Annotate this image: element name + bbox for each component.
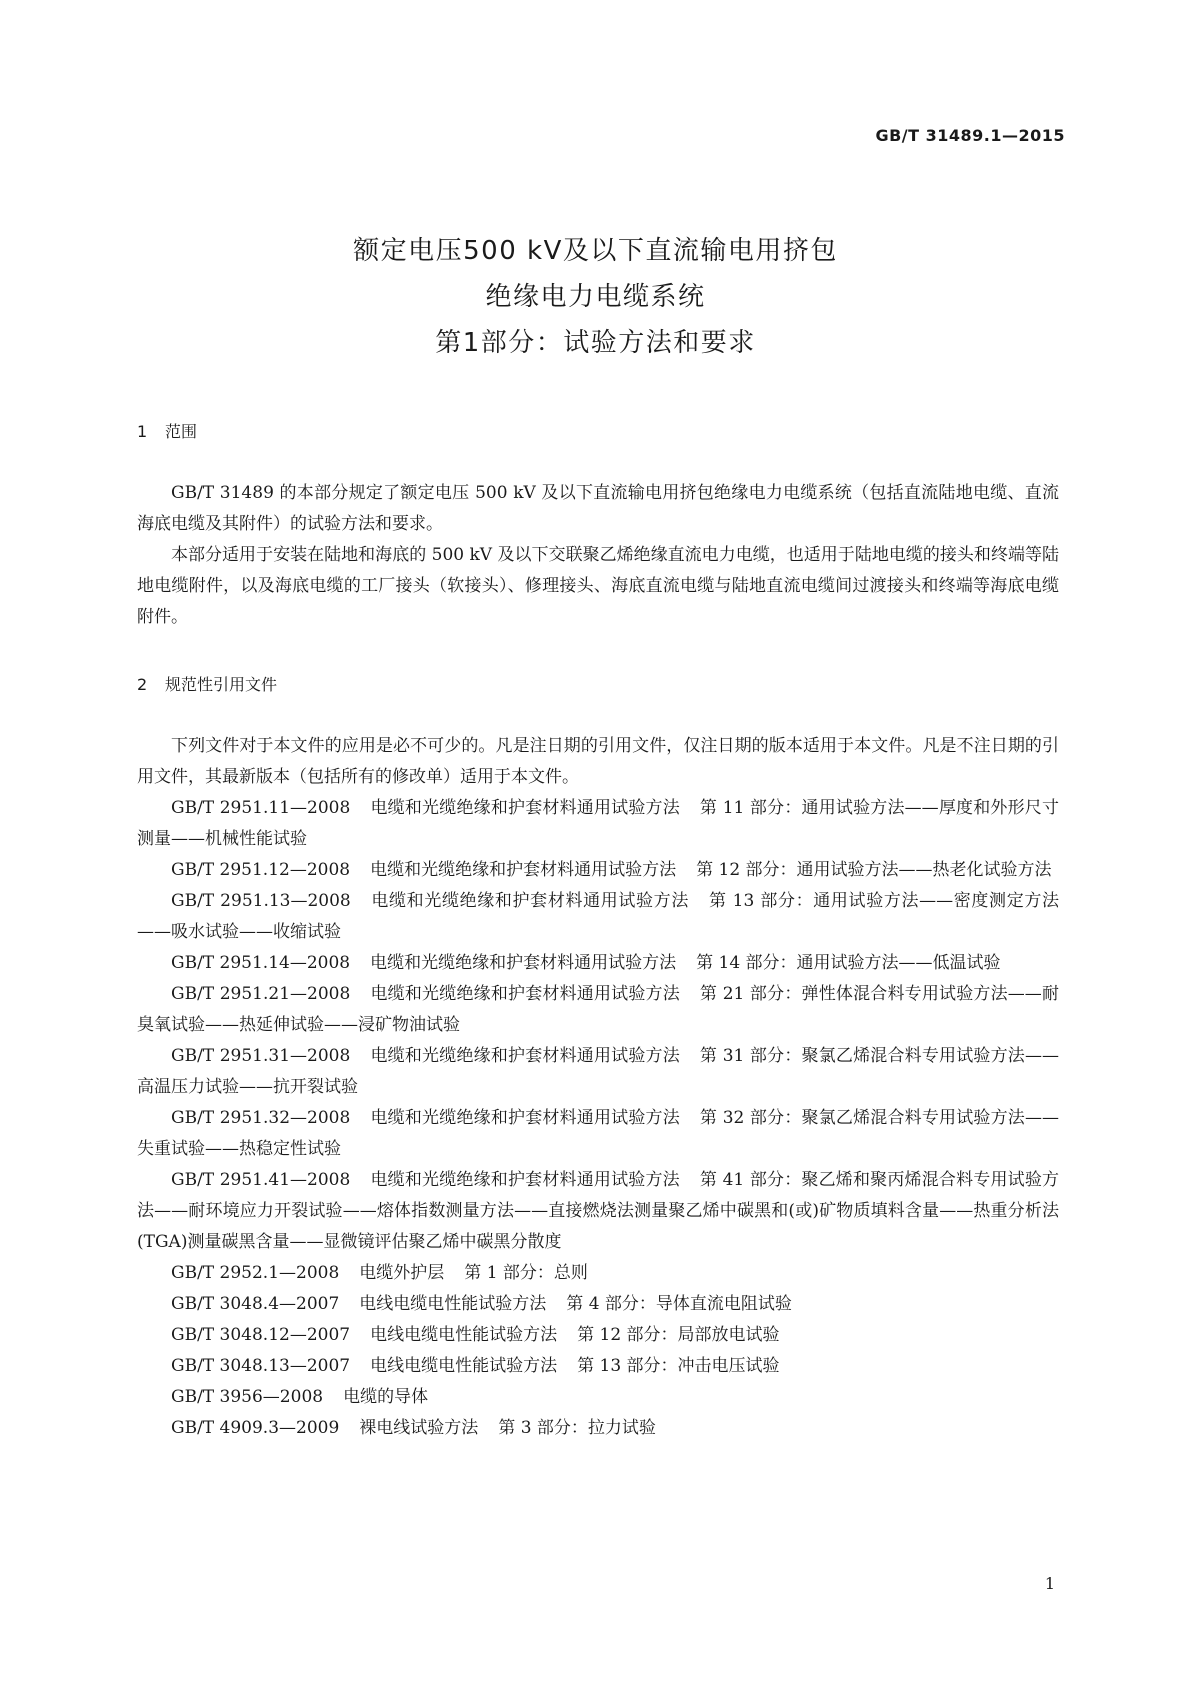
reference-subtitle: 第 3 部分：拉力试验 [498,1418,656,1438]
reference-title: 电缆和光缆绝缘和护套材料通用试验方法 [370,1046,680,1066]
reference-entry [137,1351,1059,1382]
reference-code: GB/T 3048.4—2007 [171,1294,340,1314]
section-heading-references [137,673,1059,697]
document-title [0,228,1191,366]
reference-title: 电线电缆电性能试验方法 [370,1356,558,1376]
reference-subtitle: 第 11 部分：通用试验方法——厚度和外形尺寸测量——机械性能试验 [137,798,1059,849]
document-body [137,420,1059,1444]
section-title: 范围 [165,422,198,441]
reference-subtitle: 第 21 部分：弹性体混合料专用试验方法——耐臭氧试验——热延伸试验——浸矿物油试验 [137,984,1059,1035]
reference-entry [137,1289,1059,1320]
reference-title: 电缆外护层 [359,1263,445,1283]
reference-code: GB/T 2951.31—2008 [171,1046,351,1066]
reference-title: 电缆的导体 [343,1387,429,1407]
reference-code: GB/T 3048.13—2007 [171,1356,351,1376]
reference-entry [137,948,1059,979]
reference-list [137,793,1059,1444]
reference-code: GB/T 3048.12—2007 [171,1325,351,1345]
reference-subtitle: 第 12 部分：局部放电试验 [577,1325,780,1345]
reference-entry [137,855,1059,886]
reference-code: GB/T 4909.3—2009 [171,1418,340,1438]
reference-entry [137,1103,1059,1165]
reference-entry [137,1258,1059,1289]
section-number: 1 [137,422,148,441]
reference-entry [137,979,1059,1041]
reference-subtitle: 第 13 部分：通用试验方法——密度测定方法——吸水试验——收缩试验 [137,891,1059,942]
reference-code: GB/T 2951.12—2008 [171,860,351,880]
reference-code: GB/T 2951.11—2008 [171,798,351,818]
reference-subtitle: 第 41 部分：聚乙烯和聚丙烯混合料专用试验方法——耐环境应力开裂试验——熔体指数测量方法——直接燃烧法测量聚乙烯中碳黑和(或)矿物质填料含量——热重分析法(TGA)测量碳黑含量——显微镜评估聚乙烯中碳黑分散度 [137,1170,1060,1252]
section-normative-references [137,673,1059,1444]
reference-title: 电缆和光缆绝缘和护套材料通用试验方法 [370,798,680,818]
reference-title: 电缆和光缆绝缘和护套材料通用试验方法 [370,1108,680,1128]
reference-code: GB/T 3956—2008 [171,1387,324,1407]
section-title: 规范性引用文件 [165,675,278,694]
reference-entry [137,1413,1059,1444]
reference-entry [137,1320,1059,1351]
reference-title: 电线电缆电性能试验方法 [370,1325,558,1345]
section-scope [137,420,1059,633]
reference-subtitle: 第 31 部分：聚氯乙烯混合料专用试验方法——高温压力试验——抗开裂试验 [137,1046,1059,1097]
reference-title: 裸电线试验方法 [359,1418,479,1438]
title-line-2: 绝缘电力电缆系统 [485,282,706,312]
reference-subtitle: 第 32 部分：聚氯乙烯混合料专用试验方法——失重试验——热稳定性试验 [137,1108,1059,1159]
reference-subtitle: 第 14 部分：通用试验方法——低温试验 [696,953,1001,973]
reference-entry [137,1041,1059,1103]
section-heading-scope [137,420,1059,444]
title-line-1: 额定电压500 kV及以下直流输电用挤包 [353,236,838,266]
reference-subtitle: 第 12 部分：通用试验方法——热老化试验方法 [696,860,1052,880]
references-intro: 下列文件对于本文件的应用是必不可少的。凡是注日期的引用文件，仅注日期的版本适用于本文件。凡是不注日期的引用文件，其最新版本（包括所有的修改单）适用于本文件。 [137,736,1059,787]
reference-title: 电缆和光缆绝缘和护套材料通用试验方法 [370,891,689,911]
reference-title: 电缆和光缆绝缘和护套材料通用试验方法 [370,1170,680,1190]
reference-code: GB/T 2951.13—2008 [171,891,351,911]
reference-subtitle: 第 1 部分：总则 [464,1263,588,1283]
reference-code: GB/T 2951.21—2008 [171,984,351,1004]
reference-code: GB/T 2952.1—2008 [171,1263,340,1283]
reference-entry [137,1165,1059,1258]
reference-title: 电缆和光缆绝缘和护套材料通用试验方法 [370,953,677,973]
standard-code: GB/T 31489.1—2015 [875,126,1065,145]
scope-paragraph: 本部分适用于安装在陆地和海底的 500 kV 及以下交联聚乙烯绝缘直流电力电缆，也适用于陆地电缆的接头和终端等陆地电缆附件，以及海底电缆的工厂接头（软接头）、修理接头、海底直流电缆与陆地直流电缆间过渡接头和终端等海底电缆附件。 [137,545,1059,627]
page-number: 1 [1044,1574,1055,1593]
reference-title: 电线电缆电性能试验方法 [359,1294,547,1314]
reference-entry [137,1382,1059,1413]
reference-code: GB/T 2951.41—2008 [171,1170,351,1190]
scope-paragraph: GB/T 31489 的本部分规定了额定电压 500 kV 及以下直流输电用挤包绝缘电力电缆系统（包括直流陆地电缆、直流海底电缆及其附件）的试验方法和要求。 [137,483,1059,534]
reference-code: GB/T 2951.14—2008 [171,953,351,973]
reference-title: 电缆和光缆绝缘和护套材料通用试验方法 [370,860,677,880]
reference-code: GB/T 2951.32—2008 [171,1108,351,1128]
reference-subtitle: 第 4 部分：导体直流电阻试验 [566,1294,792,1314]
reference-subtitle: 第 13 部分：冲击电压试验 [577,1356,780,1376]
reference-entry [137,886,1059,948]
reference-title: 电缆和光缆绝缘和护套材料通用试验方法 [370,984,680,1004]
title-line-3: 第1部分：试验方法和要求 [435,328,756,358]
section-number: 2 [137,675,148,694]
reference-entry [137,793,1059,855]
